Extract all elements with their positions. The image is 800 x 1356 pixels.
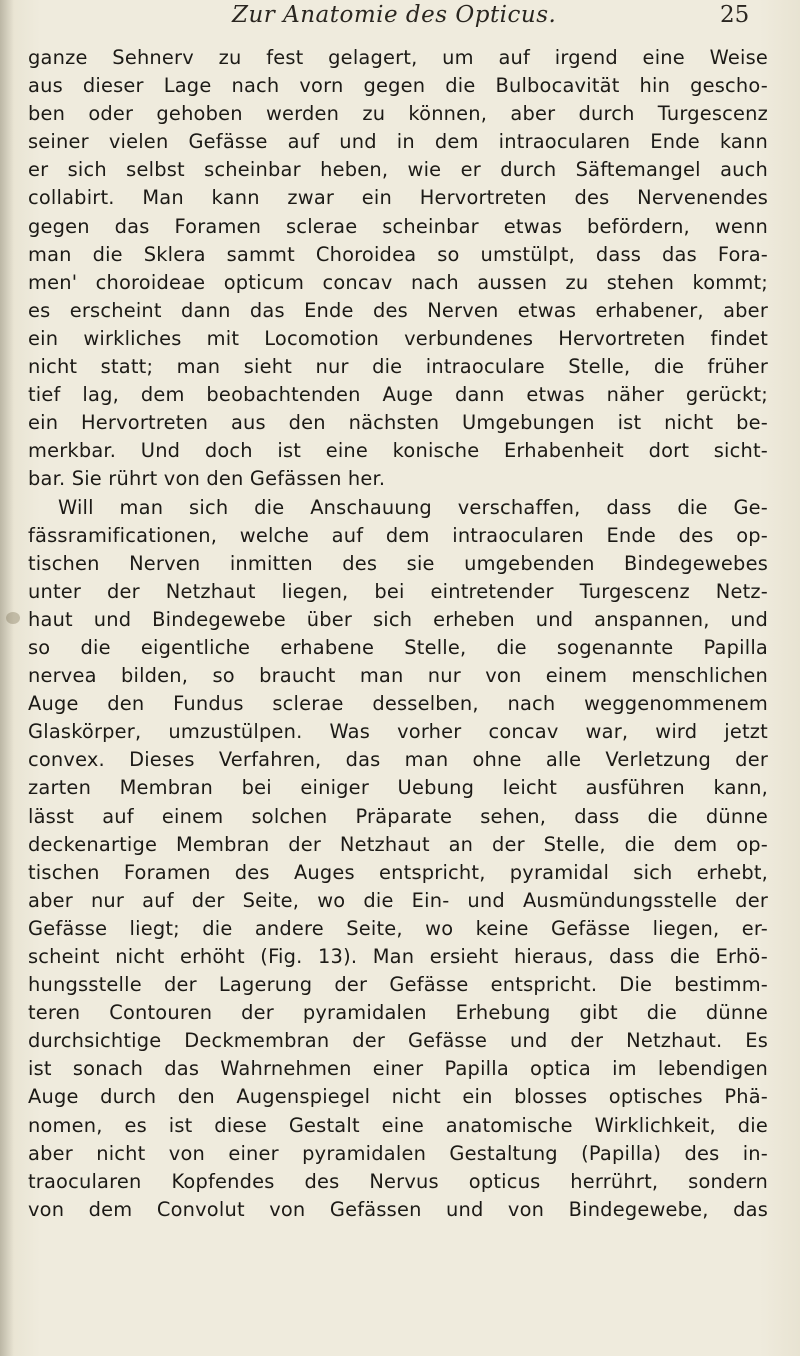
text-line: von dem Convolut von Gefässen und von Bindegewebe, das: [28, 1197, 768, 1221]
text-line: traocularen Kopfendes des Nervus opticus herrührt, sondern: [28, 1169, 768, 1193]
text-line: aber nicht von einer pyramidalen Gestaltung (Papilla) des in-: [28, 1141, 768, 1165]
text-line: tief lag, dem beobachtenden Auge dann etwas näher gerückt;: [28, 383, 768, 407]
text-line: scheint nicht erhöht (Fig. 13). Man ersieht hieraus, dass die Erhö-: [28, 945, 768, 968]
text-line: Glaskörper, umzustülpen. Was vorher concav war, wird jetzt: [28, 720, 768, 744]
text-line: aber nur auf der Seite, wo die Ein- und Ausmündungsstelle der: [28, 888, 768, 912]
text-line: zarten Membran bei einiger Uebung leicht ausführen kann,: [28, 776, 768, 800]
text-line: deckenartige Membran der Netzhaut an der Stelle, die dem op-: [28, 832, 768, 856]
text-line: unter der Netzhaut liegen, bei eintretender Turgescenz Netz-: [28, 579, 768, 603]
text-line: Auge den Fundus sclerae desselben, nach weggenommenem: [28, 692, 768, 716]
text-line: durchsichtige Deckmembran der Gefässe und der Netzhaut. Es: [28, 1029, 768, 1053]
text-line: ist sonach das Wahrnehmen einer Papilla optica im lebendigen: [28, 1057, 768, 1081]
text-line: tischen Nerven inmitten des sie umgebenden Bindegewebes: [28, 551, 768, 575]
text-line: man die Sklera sammt Choroidea so umstülpt, dass das Fora-: [28, 242, 768, 266]
paragraph-end-line: bar. Sie rührt von den Gefässen her.: [28, 467, 386, 491]
text-line: ganze Sehnerv zu fest gelagert, um auf irgend eine Weise: [28, 46, 768, 69]
text-line: nomen, es ist diese Gestalt eine anatomische Wirklichkeit, die: [28, 1113, 768, 1137]
text-line: ben oder gehoben werden zu können, aber durch Turgescenz: [28, 102, 768, 126]
text-line: hungsstelle der Lagerung der Gefässe entspricht. Die bestimm-: [28, 973, 768, 997]
page-header: [0, 2, 800, 38]
text-line: nicht statt; man sieht nur die intraoculare Stelle, die früher: [28, 355, 768, 379]
text-line: tischen Foramen des Auges entspricht, pyramidal sich erhebt,: [28, 860, 768, 884]
body-text: [28, 44, 768, 1224]
text-line: convex. Dieses Verfahren, das man ohne alle Verletzung der: [28, 748, 768, 772]
page-number: 25: [720, 2, 750, 28]
text-line: merkbar. Und doch ist eine konische Erhabenheit dort sicht-: [28, 439, 768, 463]
paragraph-start-line: Will man sich die Anschauung verschaffen, dass die Ge-: [58, 495, 768, 519]
text-line: men' choroideae opticum concav nach aussen zu stehen kommt;: [28, 270, 768, 294]
text-line: nervea bilden, so braucht man nur von einem menschlichen: [28, 664, 768, 688]
text-line: lässt auf einem solchen Präparate sehen, dass die dünne: [28, 804, 768, 828]
text-line: fässramificationen, welche auf dem intraocularen Ende des op-: [28, 523, 768, 547]
text-line: gegen das Foramen sclerae scheinbar etwas befördern, wenn: [28, 214, 768, 238]
text-line: es erscheint dann das Ende des Nerven etwas erhabener, aber: [28, 298, 768, 322]
text-line: Gefässe liegt; die andere Seite, wo keine Gefässe liegen, er-: [28, 916, 768, 940]
running-title: Zur Anatomie des Opticus.: [232, 2, 557, 28]
text-line: teren Contouren der pyramidalen Erhebung gibt die dünne: [28, 1001, 768, 1025]
text-line: Auge durch den Augenspiegel nicht ein blosses optisches Phä-: [28, 1085, 768, 1109]
text-line: seiner vielen Gefässe auf und in dem intraocularen Ende kann: [28, 130, 768, 154]
text-line: haut und Bindegewebe über sich erheben und anspannen, und: [28, 607, 768, 631]
text-line: collabirt. Man kann zwar ein Hervortreten des Nervenendes: [28, 186, 768, 210]
ink-smudge: [6, 612, 20, 624]
text-line: aus dieser Lage nach vorn gegen die Bulbocavität hin gescho-: [28, 74, 768, 98]
text-line: ein wirkliches mit Locomotion verbundenes Hervortreten findet: [28, 326, 768, 350]
spine-shadow: [0, 0, 14, 1356]
text-line: so die eigentliche erhabene Stelle, die sogenannte Papilla: [28, 635, 768, 659]
text-line: ein Hervortreten aus den nächsten Umgebungen ist nicht be-: [28, 411, 768, 435]
text-line: er sich selbst scheinbar heben, wie er durch Säftemangel auch: [28, 158, 768, 182]
